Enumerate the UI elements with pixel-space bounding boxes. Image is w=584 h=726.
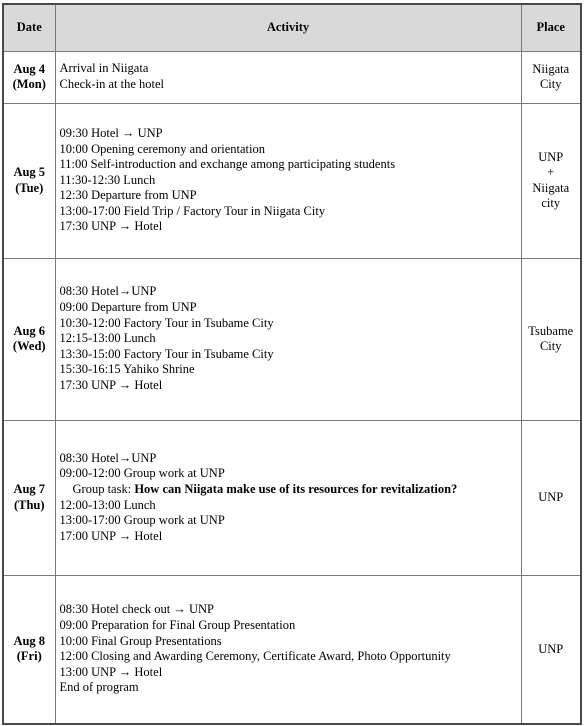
group-task-line <box>60 482 521 498</box>
header-row <box>3 4 581 51</box>
place-line: Tsubame <box>528 323 574 338</box>
date-day: Aug 7 <box>13 482 46 496</box>
date-day: Aug 5 <box>13 165 46 179</box>
activity-item: 09:30 Hotel → UNP <box>59 125 163 140</box>
date-cell <box>3 103 55 258</box>
date-day: Aug 4 <box>13 61 46 76</box>
place-line: City <box>539 77 562 91</box>
activity-item: 17:30 UNP → Hotel <box>59 377 163 392</box>
activity-item: End of program <box>59 680 139 695</box>
activity-item: 15:30-16:15 Yahiko Shrine <box>59 362 195 377</box>
table-row <box>3 575 581 724</box>
date-weekday: (Thu) <box>13 497 45 512</box>
activity-item: Check-in at the hotel <box>59 77 164 91</box>
place-line: city <box>541 196 561 210</box>
activity-item: 10:00 Opening ceremony and orientation <box>59 141 265 156</box>
activity-item: 13:00-17:00 Group work at UNP <box>59 513 225 528</box>
activity-item: 09:00 Preparation for Final Group Presentation <box>59 618 296 633</box>
activity-item: 13:00 UNP → Hotel <box>59 664 163 679</box>
activity-item: 12:15-13:00 Lunch <box>59 331 156 346</box>
group-task-label: Group task: <box>72 481 135 496</box>
activity-item: 11:30-12:30 Lunch <box>59 172 156 187</box>
activity-item: 12:30 Departure from UNP <box>59 188 197 203</box>
activity-item: 12:00 Closing and Awarding Ceremony, Certificate Award, Photo Opportunity <box>59 649 451 664</box>
activity-item: 08:30 Hotel→UNP <box>59 450 157 465</box>
place-cell <box>521 575 581 724</box>
place-line: Niigata <box>532 180 570 195</box>
place-cell <box>521 51 581 103</box>
place-cell <box>521 103 581 258</box>
date-cell <box>3 51 55 103</box>
date-day: Aug 8 <box>13 633 46 648</box>
table-row <box>3 103 581 258</box>
place-line: + <box>547 165 555 179</box>
activity-item: 08:30 Hotel→UNP <box>59 284 157 299</box>
activity-cell <box>55 103 521 258</box>
activity-item: 13:30-15:00 Factory Tour in Tsubame City <box>59 346 274 361</box>
header-place: Place <box>521 4 581 51</box>
table-row <box>3 420 581 575</box>
activity-cell <box>55 575 521 724</box>
schedule-table <box>2 3 582 725</box>
date-weekday: (Wed) <box>12 339 46 353</box>
activity-item: 10:30-12:00 Factory Tour in Tsubame City <box>59 315 274 330</box>
place-line: City <box>539 339 562 353</box>
activity-cell <box>55 51 521 103</box>
activity-item: 12:00-13:00 Lunch <box>59 497 156 512</box>
place-cell <box>521 420 581 575</box>
activity-item: 10:00 Final Group Presentations <box>59 633 222 648</box>
activity-item: 17:00 UNP → Hotel <box>59 528 163 543</box>
place-line: UNP <box>538 149 564 164</box>
activity-item: 09:00 Departure from UNP <box>59 300 197 315</box>
activity-item: 08:30 Hotel check out → UNP <box>59 602 214 617</box>
group-task-question: How can Niigata make use of its resources for revitalization? <box>134 481 458 496</box>
date-day: Aug 6 <box>13 323 46 338</box>
activity-item: Arrival in Niigata <box>59 61 149 76</box>
table-row <box>3 258 581 420</box>
activity-cell <box>55 420 521 575</box>
place-line: UNP <box>538 489 564 504</box>
header-activity: Activity <box>55 4 521 51</box>
date-weekday: (Mon) <box>12 77 46 91</box>
activity-item: 11:00 Self-introduction and exchange among participating students <box>59 157 396 172</box>
date-cell <box>3 575 55 724</box>
activity-cell <box>55 258 521 420</box>
place-cell <box>521 258 581 420</box>
place-line: Niigata <box>532 61 570 76</box>
date-weekday: (Tue) <box>15 180 44 195</box>
date-cell <box>3 258 55 420</box>
date-cell <box>3 420 55 575</box>
place-line: UNP <box>538 641 564 656</box>
date-weekday: (Fri) <box>16 649 42 664</box>
header-date: Date <box>3 4 55 51</box>
activity-item: 13:00-17:00 Field Trip / Factory Tour in Niigata City <box>59 203 326 218</box>
activity-item: 09:00-12:00 Group work at UNP <box>59 466 225 481</box>
table-row <box>3 51 581 103</box>
activity-item: 17:30 UNP → Hotel <box>59 219 163 234</box>
